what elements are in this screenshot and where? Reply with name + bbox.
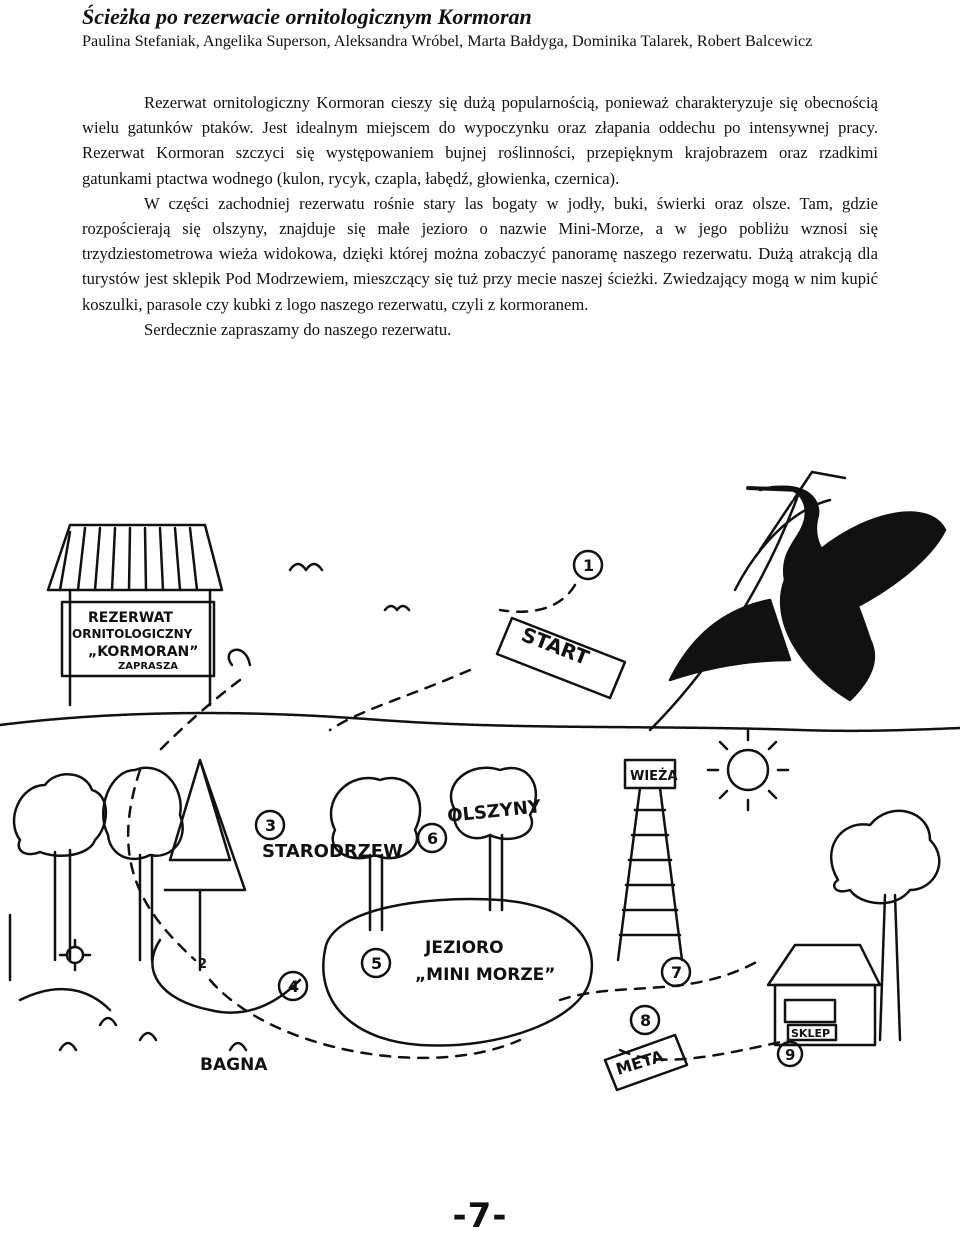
station-4-number: 4 xyxy=(288,977,300,996)
entrance-gate-drawing xyxy=(48,525,222,705)
trail-map-illustration xyxy=(0,440,960,1160)
tower-label: WIEŻA xyxy=(630,769,678,784)
paragraph-intro: Rezerwat ornitologiczny Kormoran cieszy się dużą popularnością, ponieważ charakteryzuje się obecnością wielu gatunków ptaków. Jest idealnym miejscem do wypoczynku oraz złapania oddechu po intensywnej pracy. Rezerwat Kormoran szczyci się występowaniem bujnej roślinności, przepięknym krajobrazem oraz rzadkimi gatunkami ptactwa wodnego (kulon, rycyk, czapla, łabędź, głowienka, czernica). xyxy=(82,93,878,188)
forest-label: STARODRZEW xyxy=(262,841,403,862)
article-authors: Paulina Stefaniak, Angelika Superson, Aleksandra Wróbel, Marta Bałdyga, Dominika Talarek, Robert Balcewicz xyxy=(82,32,813,50)
lake-label-line-2: „MINI MORZE” xyxy=(415,965,556,985)
station-7-number: 7 xyxy=(671,963,683,982)
sun-drawing xyxy=(708,730,788,810)
gate-sign-line-4: ZAPRASZA xyxy=(118,661,178,672)
swamp-label: BAGNA xyxy=(200,1055,268,1075)
station-8-number: 8 xyxy=(640,1011,652,1030)
station-5-number: 5 xyxy=(371,954,383,973)
observation-tower-drawing xyxy=(618,760,682,960)
station-9-number: 9 xyxy=(785,1046,796,1064)
article-title: Ścieżka po rezerwacie ornitologicznym Kormoran xyxy=(82,4,532,29)
mini-morze-lake-drawing xyxy=(323,899,592,1045)
shop-drawing xyxy=(768,945,880,1045)
start-sign xyxy=(497,618,625,698)
alders-label: OLSZYNY xyxy=(446,796,542,827)
trail-loop xyxy=(229,650,250,665)
swamp-drawing xyxy=(20,940,300,1050)
lake-label-line-1: JEZIORO xyxy=(425,938,504,958)
page-number: -7- xyxy=(452,1196,508,1236)
station-2-number: 2 xyxy=(198,957,208,972)
gate-sign-line-1: REZERWAT xyxy=(88,610,173,626)
finish-sign xyxy=(605,1035,687,1090)
gate-sign-line-3: „KORMORAN” xyxy=(88,644,199,660)
right-tree-drawing xyxy=(831,811,939,1040)
meta-label: META xyxy=(613,1046,666,1079)
paragraph-forest: W części zachodniej rezerwatu rośnie stary las bogaty w jodły, buki, świerki oraz olsze. Tam, gdzie rozpościerają się olszyny, znajduje się małe jezioro o nazwie Mini-Morze, a w jego pobliżu wznosi się trzydziestometrowa wieża widokowa, dzięki której można zobaczyć panoramę naszego rezerwatu. Dużą atrakcją dla turystów jest sklepik Pod Modrzewiem, mieszczący się tuż przy mecie naszej ścieżki. Zwiedzający mogą w nim kupić koszulki, parasole czy kubki z logo naszego rezerwatu, czyli z kormoranem. xyxy=(82,193,878,314)
horizon-line xyxy=(0,713,960,731)
station-1-number: 1 xyxy=(583,556,595,575)
gate-sign-line-2: ORNITOLOGICZNY xyxy=(72,627,193,641)
station-6-number: 6 xyxy=(427,829,439,848)
cormorant-on-branch-drawing xyxy=(650,472,945,730)
article-body xyxy=(82,90,878,342)
paragraph-invitation: Serdecznie zapraszamy do naszego rezerwatu. xyxy=(144,319,452,339)
flying-bird-1 xyxy=(290,564,322,570)
flying-bird-2 xyxy=(385,606,409,610)
station-3-number: 3 xyxy=(265,816,277,835)
shop-label: SKLEP xyxy=(791,1027,831,1040)
start-label: START xyxy=(518,622,593,670)
old-forest-drawing xyxy=(10,760,245,980)
